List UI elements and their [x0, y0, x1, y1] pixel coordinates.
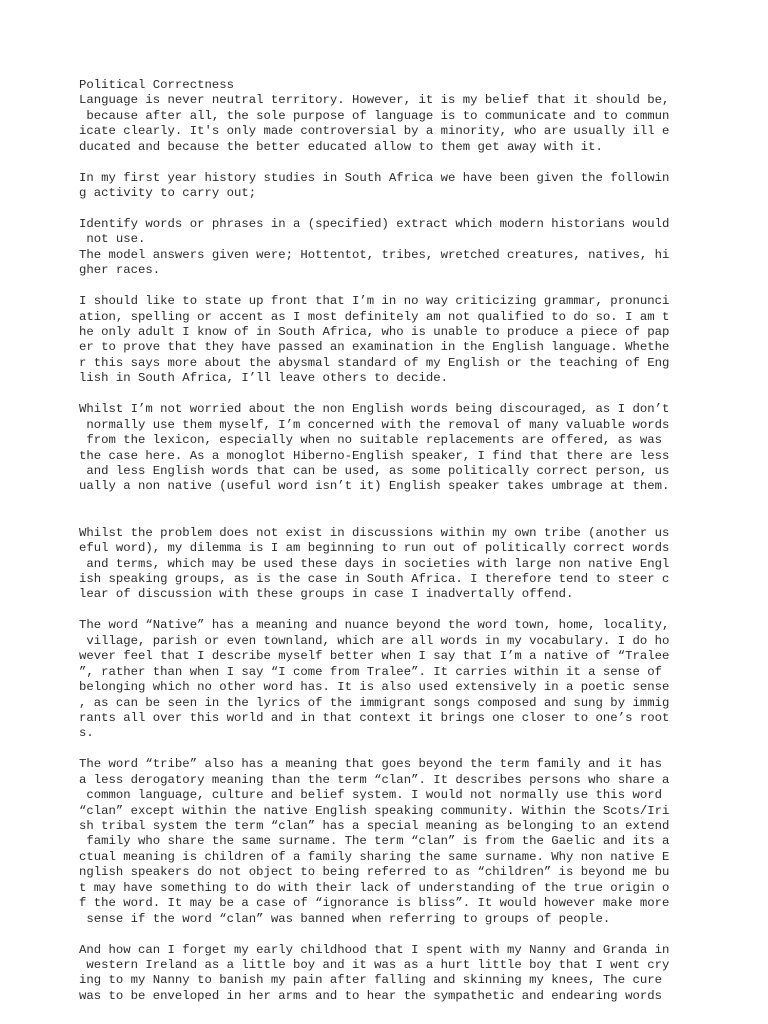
text-line: I should like to state up front that I’m in no way criticizing grammar, pronunci	[79, 294, 670, 309]
text-line: the case here. As a monoglot Hiberno-English speaker, I find that there are less	[79, 448, 670, 463]
text-line	[79, 603, 749, 618]
text-line: In my first year history studies in South Africa we have been given the followin	[79, 170, 670, 185]
text-line	[79, 510, 749, 525]
text-line: eful word), my dilemma is I am beginning to run out of politically correct words	[79, 541, 670, 556]
text-line: lish in South Africa, I’ll leave others to decide.	[79, 371, 448, 386]
text-line: And how can I forget my early childhood that I spent with my Nanny and Granda in	[79, 942, 670, 957]
text-line: s.	[79, 726, 94, 741]
text-line: village, parish or even townland, which are all words in my vocabulary. I do ho	[79, 633, 670, 648]
text-line	[79, 495, 749, 510]
text-line: , as can be seen in the lyrics of the immigrant songs composed and sung by immig	[79, 695, 670, 710]
text-line: and less English words that can be used, as some politically correct person, us	[79, 463, 670, 478]
text-line	[79, 202, 749, 217]
text-line: The word “Native” has a meaning and nuance beyond the word town, home, locality,	[79, 618, 670, 633]
text-line: ually a non native (useful word isn’t it) English speaker takes umbrage at them.	[79, 479, 670, 494]
text-line: lear of discussion with these groups in case I inadvertally offend.	[79, 587, 574, 602]
text-line: wever feel that I describe myself better when I say that I’m a native of “Tralee	[79, 649, 670, 664]
text-line: er to prove that they have passed an examination in the English language. Whethe	[79, 340, 670, 355]
document-title: Political Correctness	[79, 78, 234, 92]
text-line: ing to my Nanny to banish my pain after falling and skinning my knees, The cure	[79, 973, 662, 988]
text-line: r this says more about the abysmal standard of my English or the teaching of Eng	[79, 355, 670, 370]
text-line: sh tribal system the term “clan” has a special meaning as belonging to an extend	[79, 819, 670, 833]
text-line: nglish speakers do not object to being referred to as “children” is beyond me bu	[79, 865, 670, 880]
text-line: belonging which no other word has. It is also used extensively in a poetic sense	[79, 680, 670, 695]
text-line: icate clearly. It's only made controversial by a minority, who are usually ill e	[79, 124, 670, 139]
text-line	[79, 927, 749, 942]
text-line: ish speaking groups, as is the case in South Africa. I therefore tend to steer c	[79, 572, 670, 586]
text-line: g activity to carry out;	[79, 186, 257, 201]
text-line: was to be enveloped in her arms and to hear the sympathetic and endearing words	[79, 988, 662, 1003]
text-line	[79, 279, 749, 294]
text-line: not use.	[79, 232, 146, 247]
text-line: Whilst the problem does not exist in discussions within my own tribe (another us	[79, 525, 670, 540]
text-line: t may have something to do with their lack of understanding of the true origin o	[79, 880, 670, 895]
text-line: and terms, which may be used these days in societies with large non native Engl	[79, 556, 670, 571]
text-line: f the word. It may be a case of “ignorance is bliss”. It would however make more	[79, 896, 670, 911]
text-line: rants all over this world and in that context it brings one closer to one’s root	[79, 710, 670, 725]
text-line: western Ireland as a little boy and it was as a hurt little boy that I went cry	[79, 957, 670, 972]
text-line: a less derogatory meaning than the term “clan”. It describes persons who share a	[79, 772, 670, 787]
text-line	[79, 742, 749, 757]
text-line: Language is never neutral territory. However, it is my belief that it should be,	[79, 93, 670, 108]
text-line: from the lexicon, especially when no suitable replacements are offered, as was	[79, 433, 662, 448]
text-line: common language, culture and belief system. I would not normally use this word	[79, 788, 662, 803]
text-line: Whilst I’m not worried about the non English words being discouraged, as I don’t	[79, 402, 670, 417]
text-line: ctual meaning is children of a family sharing the same surname. Why non native E	[79, 849, 670, 864]
text-line: “clan” except within the native English speaking community. Within the Scots/Iri	[79, 803, 670, 818]
text-line: normally use them myself, I’m concerned with the removal of many valuable words	[79, 417, 670, 432]
text-line: gher races.	[79, 263, 161, 278]
text-line: sense if the word “clan” was banned when referring to groups of people.	[79, 911, 611, 926]
text-line: because after all, the sole purpose of language is to communicate and to commun	[79, 108, 670, 123]
document-text	[79, 78, 749, 1004]
text-line: ducated and because the better educated allow to them get away with it.	[79, 139, 603, 154]
text-line: he only adult I know of in South Africa, who is unable to produce a piece of pap	[79, 325, 670, 339]
text-line: The model answers given were; Hottentot, tribes, wretched creatures, natives, hi	[79, 247, 670, 262]
text-line: family who share the same surname. The term “clan” is from the Gaelic and its a	[79, 834, 670, 849]
text-line	[79, 387, 749, 402]
text-line: ”, rather than when I say “I come from Tralee”. It carries within it a sense of	[79, 664, 662, 679]
text-line: The word “tribe” also has a meaning that goes beyond the term family and it has	[79, 757, 662, 772]
text-line	[79, 155, 749, 170]
text-line: Identify words or phrases in a (specified) extract which modern historians would	[79, 216, 670, 231]
text-line: ation, spelling or accent as I most definitely am not qualified to do so. I am t	[79, 309, 670, 324]
